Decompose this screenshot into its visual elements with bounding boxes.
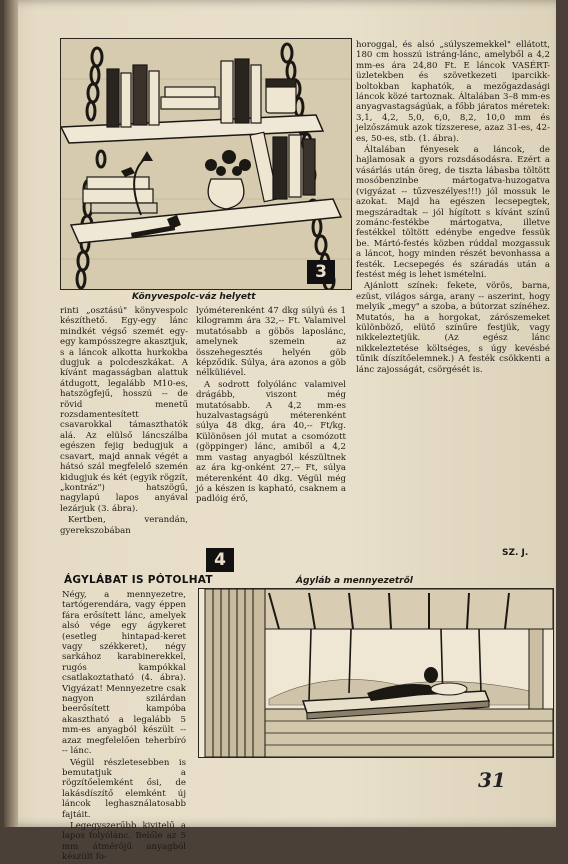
paragraph: Legegyszerűbb kivitelű a lapos folyólánc. Belőle az 5 mm átmérőjű anyagból készült fo- bbox=[62, 820, 186, 863]
left-bottom-column bbox=[62, 590, 186, 864]
figure-3-number-badge: 3 bbox=[307, 260, 335, 284]
figure-4-number-badge: 4 bbox=[206, 548, 234, 572]
paragraph: rinti „osztású" könyvespolc készíthető. Egy-egy lánc mindkét végső szemét egy-egy kampósszegre akasztjuk, s a láncok alkotta hurkokba dugjuk a polcdeszkákat. A kívánt magasságban alattuk átdugott, legalább M10-es, hatszögfejű, hosszú -- de rövid menetű rozsdamentesített csavarokkal támaszthatók alá. Az elülső láncszálba egészen fejig bedugjuk a csavart, majd annak végét a hátsó szál megfelelő szemén kidugjuk és két (egyik rögzít, „kontráz") hatszögű, nagylapú lapos anyával lezárjuk (3. ábra). bbox=[60, 306, 188, 514]
figure-3-illustration bbox=[60, 38, 352, 290]
paragraph: Négy, a mennyezetre, tartógerendára, vagy éppen fára erősített lánc, amelyek alsó vége egy ágykeret (esetleg hintapad-keret vagy székkeret), négy sarkához karabinerekkel, rugós kampókkal csatlakoztatható (4. ábra). Vigyázat! Mennyezetre csak nagyon szilárdan beerősített kampóba akasztható a legalább 5 mm-es anyagból készült -- azaz megfelelően teherbíró -- lánc. bbox=[62, 590, 186, 757]
paragraph: lyóméterenként 47 dkg súlyú és 1 kilogramm ára 32,-- Ft. Valamivel mutatósabb a göbös laposlánc, amelynek szemein az összehegesztés helyén göb képződik. Súlya, ára azonos a göb nélküliével. bbox=[196, 306, 346, 379]
center-middle-column bbox=[196, 306, 346, 506]
paragraph: Ajánlott színek: fekete, vörös, barna, ezüst, világos sárga, arany -- aszerint, hogy melyik „megy" a szoba, a bútorzat színéhez. Mutatós, ha a horgokat, zárószemeket különböző, elütő színűre festjük, vagy nikkeleztetjük. (Az egész lánc nikkeleztetése költséges, s úgy kevésbé tűnik díszítőelemnek.) A festék csökkenti a lánc zajosságát, csörgését is. bbox=[356, 281, 550, 375]
page-number: 31 bbox=[478, 768, 506, 792]
left-middle-column bbox=[60, 306, 188, 537]
paragraph: Kertben, verandán, gyerekszobában bbox=[60, 515, 188, 536]
page-spine-shadow bbox=[4, 0, 18, 827]
paragraph: Általában fényesek a láncok, de hajlamosak a gyors rozsdásodásra. Ezért a vásárlás után öreg, de tiszta lábasba töltött mosóbenzinbe mártogatva-huzogatva (vigyázat -- tűzveszélyes!!!) jól mossuk le azokat. Majd ha egészen lecsepegtek, megszáradtak -- jól hígított s kívánt színű zománc-festékbe mártogatva, illetve festékkel töltött edénybe engedve fessük be. Mártó-festés közben rúddal mozgassuk a láncot, hogy minden részét bevonhassa a festék. Lecsepegés és száradás után a festést még is lehet ismételni. bbox=[356, 145, 550, 280]
figure-4-illustration bbox=[198, 588, 554, 758]
bookshelf-drawing bbox=[61, 39, 351, 289]
paragraph: Végül részletesebben is bemutatjuk a rögzítőelemként ősi, de lakásdíszítő elemként új láncok leghasználatosabb fajtáit. bbox=[62, 757, 186, 820]
paragraph: horoggal, és alsó „súlyszemekkel" ellátott, 180 cm hosszú istráng-lánc, amelyből a 4,2 mm-es ára 24,80 Ft. E láncok VASÉRT-üzletekben és szövetkezeti iparcikk-boltokban kaphatók, a mezőgazdasági láncok közé tartoznak. Általában 3–8 mm-es anyagvastagságúak, a főbb járatos méretek: 3,1, 4,2, 5,0, 6,0, 8,2, 10,0 mm és jelzőszámuk azok tízszerese, azaz 31-es, 42-es, 50-es, stb. (1. ábra). bbox=[356, 40, 550, 144]
hanging-bed-drawing bbox=[199, 589, 553, 757]
paragraph: A sodrott folyólánc valamivel drágább, viszont még mutatósabb. A 4,2 mm-es huzalvastagságú méterenként súlya 48 dkg, ára 40,-- Ft/kg. Különösen jól mutat a csomózott (göppinger) lánc, amiből a 4,2 mm vastag anyagból készültnek az ára kg-onként 27,-- Ft, súlya méterenként 40 dkg. Végül még jó a készen is kapható, csaknem a padlóig érő, bbox=[196, 379, 346, 505]
figure-4-caption: Ágyláb a mennyezetről bbox=[296, 576, 413, 586]
figure-3-caption: Könyvespolc-váz helyett bbox=[132, 292, 256, 302]
magazine-page bbox=[4, 0, 556, 863]
right-top-column bbox=[356, 40, 550, 376]
section-heading: ÁGYLÁBAT IS PÓTOLHAT bbox=[64, 574, 213, 586]
author-signature: SZ. J. bbox=[502, 548, 529, 558]
